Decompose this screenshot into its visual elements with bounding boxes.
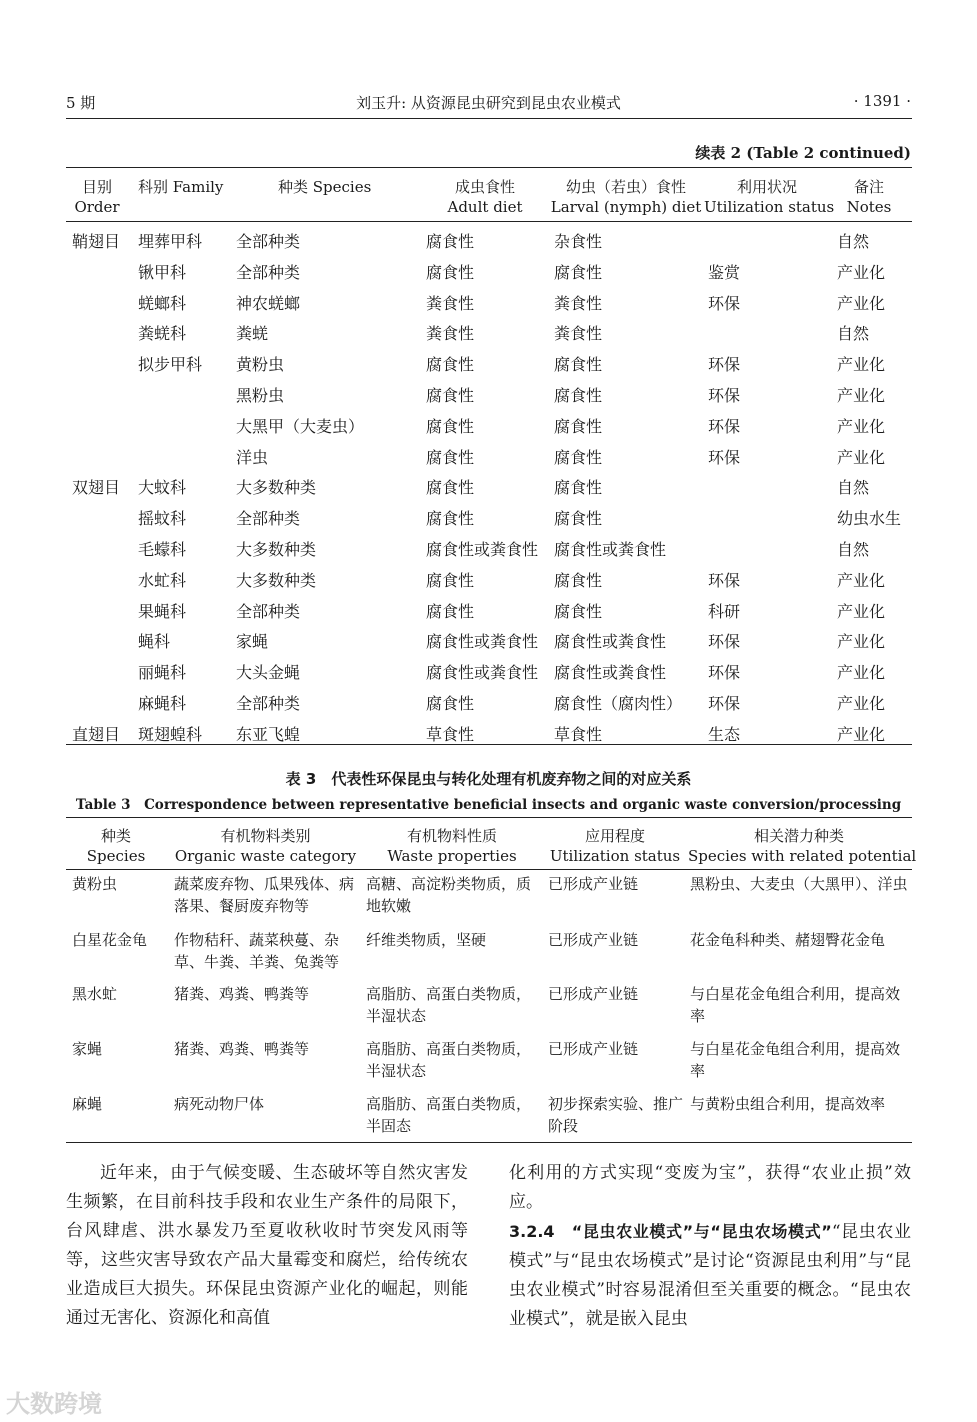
cell-adult: 腐食性 xyxy=(426,478,475,498)
cell-util: 环保 xyxy=(708,355,741,375)
col-notes-en: Notes xyxy=(846,198,892,216)
table-row xyxy=(0,562,977,593)
table-row xyxy=(0,315,977,346)
cell-species: 黄粉虫 xyxy=(236,355,285,375)
cell-notes: 产业化 xyxy=(837,416,886,436)
cell-adult: 腐食性或粪食性 xyxy=(426,663,539,683)
cell-notes: 自然 xyxy=(837,478,870,498)
table-row xyxy=(0,685,977,716)
cell-larval: 腐食性 xyxy=(554,570,603,590)
cell-family: 蜣螂科 xyxy=(138,293,187,313)
cell-species: 粪蜣 xyxy=(236,324,269,344)
cell-potential: 花金龟科种类、赭翅臀花金龟 xyxy=(690,931,886,949)
cell-adult: 腐食性 xyxy=(426,509,475,529)
cell-family: 粪蜣科 xyxy=(138,324,187,344)
cell-larval: 腐食性 xyxy=(554,262,603,282)
body-right-section xyxy=(509,1217,911,1334)
running-title: 刘玉升: 从资源昆虫研究到昆虫农业模式 xyxy=(356,94,621,112)
cell-larval: 腐食性 xyxy=(554,478,603,498)
table3-header-rule xyxy=(66,869,912,870)
cell-adult: 腐食性 xyxy=(426,262,475,282)
cell-larval: 腐食性（腐肉性） xyxy=(554,694,683,713)
cell-notes: 产业化 xyxy=(837,663,886,683)
cell-notes: 产业化 xyxy=(837,632,886,652)
cell-util: 环保 xyxy=(708,694,741,713)
cell-species: 大多数种类 xyxy=(236,540,317,559)
cell-family: 斑翅蝗科 xyxy=(138,724,203,744)
cell-adult: 粪食性 xyxy=(426,293,475,313)
cell-util: 环保 xyxy=(708,570,741,590)
cell-notes: 幼虫水生 xyxy=(837,509,902,529)
cell-family: 摇蚊科 xyxy=(138,509,187,529)
table3-bottom-rule xyxy=(66,1142,912,1143)
body-right-paragraph: “昆虫农业模式”与“昆虫农场模式”是讨论“资源昆虫利用”与“昆虫农业模式”时容易混淆但至关重要的概念。“昆虫农业模式”，就是嵌入昆虫 xyxy=(509,1222,911,1329)
cell-species: 家蝇 xyxy=(72,1040,103,1058)
cell-notes: 自然 xyxy=(837,540,870,559)
col-family: 科别 Family xyxy=(138,178,224,196)
cell-notes: 自然 xyxy=(837,324,870,344)
cell-species: 神农蜣螂 xyxy=(236,293,301,313)
table-row xyxy=(0,285,977,316)
cell-species: 全部种类 xyxy=(236,694,301,713)
col-larval-en: Larval (nymph) diet xyxy=(550,198,702,216)
cell-util: 环保 xyxy=(708,293,741,313)
t3-col-potential-en: Species with related potential xyxy=(688,847,917,865)
body-right-paragraph-cont: 化利用的方式实现“变废为宝”，获得“农业止损”效应。 xyxy=(509,1163,911,1212)
table-row xyxy=(0,254,977,285)
cell-species: 白星花金龟 xyxy=(72,931,148,949)
table-row xyxy=(0,623,977,654)
cell-family: 锹甲科 xyxy=(138,262,187,282)
table2-header-rule xyxy=(66,221,912,222)
watermark: 大数跨境 xyxy=(6,1390,102,1418)
cell-order: 直翅目 xyxy=(72,724,121,744)
table3-caption-cn: 表 3 代表性环保昆虫与转化处理有机废弃物之间的对应关系 xyxy=(285,770,692,788)
cell-species: 全部种类 xyxy=(236,232,301,251)
cell-potential: 与白星花金龟组合利用，提高效率 xyxy=(690,1040,901,1080)
cell-notes: 产业化 xyxy=(837,447,886,467)
section-heading: 3.2.4 “昆虫农业模式”与“昆虫农场模式” xyxy=(509,1222,832,1241)
cell-family: 丽蝇科 xyxy=(138,663,187,683)
col-util-cn: 利用状况 xyxy=(736,178,797,196)
col-larval-cn: 幼虫（若虫）食性 xyxy=(565,178,686,196)
cell-larval: 粪食性 xyxy=(554,324,603,344)
col-order-en: Order xyxy=(74,198,120,216)
cell-status: 已形成产业链 xyxy=(548,1040,639,1058)
cell-status: 初步探索实验、推广阶段 xyxy=(548,1095,684,1135)
cell-species: 全部种类 xyxy=(236,262,301,282)
cell-notes: 产业化 xyxy=(837,293,886,313)
cell-family: 水虻科 xyxy=(138,570,187,590)
cell-adult: 腐食性或粪食性 xyxy=(426,632,539,652)
cell-larval: 杂食性 xyxy=(554,232,603,251)
cell-species: 麻蝇 xyxy=(72,1095,103,1113)
cell-species: 洋虫 xyxy=(236,447,269,467)
cell-category: 蔬菜废弃物、瓜果残体、病落果、餐厨废弃物等 xyxy=(174,875,355,915)
cell-larval: 腐食性或粪食性 xyxy=(554,663,667,683)
table-row xyxy=(0,716,977,747)
table2-continued-label: 续表 2 (Table 2 continued) xyxy=(695,144,911,162)
cell-notes: 产业化 xyxy=(837,262,886,282)
table-row xyxy=(0,654,977,685)
cell-potential: 与白星花金龟组合利用，提高效率 xyxy=(690,985,901,1025)
t3-col-status-en: Utilization status xyxy=(549,847,681,865)
cell-util: 科研 xyxy=(708,601,741,621)
t3-col-species-en: Species xyxy=(86,847,146,865)
cell-species: 黄粉虫 xyxy=(72,875,118,893)
cell-species: 黑粉虫 xyxy=(236,386,285,405)
col-species: 种类 Species xyxy=(278,178,372,196)
cell-larval: 腐食性 xyxy=(554,447,603,467)
cell-family: 埋葬甲科 xyxy=(138,232,203,251)
cell-util: 环保 xyxy=(708,632,741,652)
cell-order: 双翅目 xyxy=(72,478,121,498)
cell-notes: 产业化 xyxy=(837,386,886,405)
t3-col-status-cn: 应用程度 xyxy=(584,827,645,845)
cell-family: 拟步甲科 xyxy=(138,355,203,375)
cell-properties: 高糖、高淀粉类物质，质地软嫩 xyxy=(366,875,532,915)
issue-number: 5 期 xyxy=(66,94,96,112)
header-rule xyxy=(66,118,912,119)
cell-notes: 产业化 xyxy=(837,724,886,744)
page-number: · 1391 · xyxy=(853,92,911,110)
table-row xyxy=(0,500,977,531)
cell-category: 作物秸秆、蔬菜秧蔓、杂草、牛粪、羊粪、兔粪等 xyxy=(174,931,340,971)
cell-potential: 黑粉虫、大麦虫（大黑甲）、洋虫 xyxy=(690,875,908,893)
cell-adult: 腐食性或粪食性 xyxy=(426,540,539,559)
table2-bottom-rule xyxy=(66,744,912,745)
table3-caption-en: Table 3 Correspondence between representative beneficial insects and organic waste conversion/processing xyxy=(75,797,902,813)
cell-larval: 草食性 xyxy=(554,724,603,744)
cell-species: 全部种类 xyxy=(236,509,301,529)
cell-adult: 腐食性 xyxy=(426,570,475,590)
cell-category: 猪粪、鸡粪、鸭粪等 xyxy=(174,985,310,1003)
cell-family: 蝇科 xyxy=(138,632,171,652)
table-row xyxy=(0,346,977,377)
table-row xyxy=(0,377,977,408)
cell-category: 病死动物尸体 xyxy=(174,1095,265,1113)
cell-larval: 腐食性 xyxy=(554,416,603,436)
cell-adult: 腐食性 xyxy=(426,416,475,436)
cell-adult: 腐食性 xyxy=(426,232,475,251)
col-notes-cn: 备注 xyxy=(853,178,884,196)
cell-species: 大黑甲（大麦虫） xyxy=(236,416,365,436)
table-row xyxy=(0,408,977,439)
cell-larval: 腐食性或粪食性 xyxy=(554,540,667,559)
cell-species: 黑水虻 xyxy=(72,985,118,1003)
cell-species: 大多数种类 xyxy=(236,570,317,590)
cell-status: 已形成产业链 xyxy=(548,985,639,1003)
cell-notes: 自然 xyxy=(837,232,870,251)
t3-col-properties-cn: 有机物料性质 xyxy=(406,827,497,845)
cell-category: 猪粪、鸡粪、鸭粪等 xyxy=(174,1040,310,1058)
cell-family: 大蚊科 xyxy=(138,478,187,498)
cell-species: 家蝇 xyxy=(236,632,269,652)
cell-species: 全部种类 xyxy=(236,601,301,621)
cell-family: 果蝇科 xyxy=(138,601,187,621)
cell-notes: 产业化 xyxy=(837,570,886,590)
col-adult-en: Adult diet xyxy=(447,198,523,216)
cell-util: 环保 xyxy=(708,386,741,405)
cell-util: 环保 xyxy=(708,663,741,683)
table3-top-rule xyxy=(66,817,912,818)
cell-adult: 草食性 xyxy=(426,724,475,744)
cell-adult: 腐食性 xyxy=(426,386,475,405)
cell-family: 麻蝇科 xyxy=(138,694,187,713)
cell-species: 大多数种类 xyxy=(236,478,317,498)
col-util-en: Utilization status xyxy=(704,198,835,216)
cell-util: 鉴赏 xyxy=(708,262,741,282)
cell-adult: 腐食性 xyxy=(426,447,475,467)
cell-species: 大头金蝇 xyxy=(236,663,301,683)
cell-properties: 高脂肪、高蛋白类物质，半湿状态 xyxy=(366,1040,532,1080)
cell-species: 东亚飞蝗 xyxy=(236,724,301,744)
cell-larval: 腐食性 xyxy=(554,355,603,375)
cell-util: 生态 xyxy=(708,724,741,744)
cell-adult: 腐食性 xyxy=(426,601,475,621)
col-adult-cn: 成虫食性 xyxy=(454,178,515,196)
cell-order: 鞘翅目 xyxy=(72,232,121,251)
cell-properties: 纤维类物质，坚硬 xyxy=(366,931,487,949)
cell-family: 毛蠓科 xyxy=(138,540,187,559)
cell-notes: 产业化 xyxy=(837,601,886,621)
t3-col-potential-cn: 相关潜力种类 xyxy=(753,827,844,845)
col-order-cn: 目别 xyxy=(81,178,112,196)
table-row xyxy=(0,469,977,500)
cell-larval: 腐食性或粪食性 xyxy=(554,632,667,652)
cell-status: 已形成产业链 xyxy=(548,875,639,893)
t3-col-category-cn: 有机物料类别 xyxy=(220,827,311,845)
cell-util: 环保 xyxy=(708,447,741,467)
body-left-paragraph: 近年来，由于气候变暖、生态破坏等自然灾害发生频繁，在目前科技手段和农业生产条件的局限下，台风肆虐、洪水暴发乃至夏收秋收时节突发风雨等等，这些灾害导致农产品大量霉变和腐烂，给传统农业造成巨大损失。环保昆虫资源产业化的崛起，则能通过无害化、资源化和高值 xyxy=(66,1163,468,1328)
cell-notes: 产业化 xyxy=(837,355,886,375)
table2-top-rule xyxy=(66,167,912,168)
cell-properties: 高脂肪、高蛋白类物质，半固态 xyxy=(366,1095,532,1135)
cell-status: 已形成产业链 xyxy=(548,931,639,949)
table-row xyxy=(0,223,977,254)
cell-util: 环保 xyxy=(708,416,741,436)
cell-potential: 与黄粉虫组合利用，提高效率 xyxy=(690,1095,886,1113)
t3-col-species-cn: 种类 xyxy=(100,827,131,845)
cell-notes: 产业化 xyxy=(837,694,886,713)
cell-properties: 高脂肪、高蛋白类物质，半湿状态 xyxy=(366,985,532,1025)
cell-adult: 腐食性 xyxy=(426,694,475,713)
table-row xyxy=(0,531,977,562)
cell-larval: 腐食性 xyxy=(554,509,603,529)
t3-col-category-en: Organic waste category xyxy=(174,847,357,865)
table-row xyxy=(0,439,977,470)
cell-adult: 腐食性 xyxy=(426,355,475,375)
table-row xyxy=(0,593,977,624)
cell-larval: 粪食性 xyxy=(554,293,603,313)
cell-larval: 腐食性 xyxy=(554,601,603,621)
cell-adult: 粪食性 xyxy=(426,324,475,344)
t3-col-properties-en: Waste properties xyxy=(387,847,517,865)
cell-larval: 腐食性 xyxy=(554,386,603,405)
